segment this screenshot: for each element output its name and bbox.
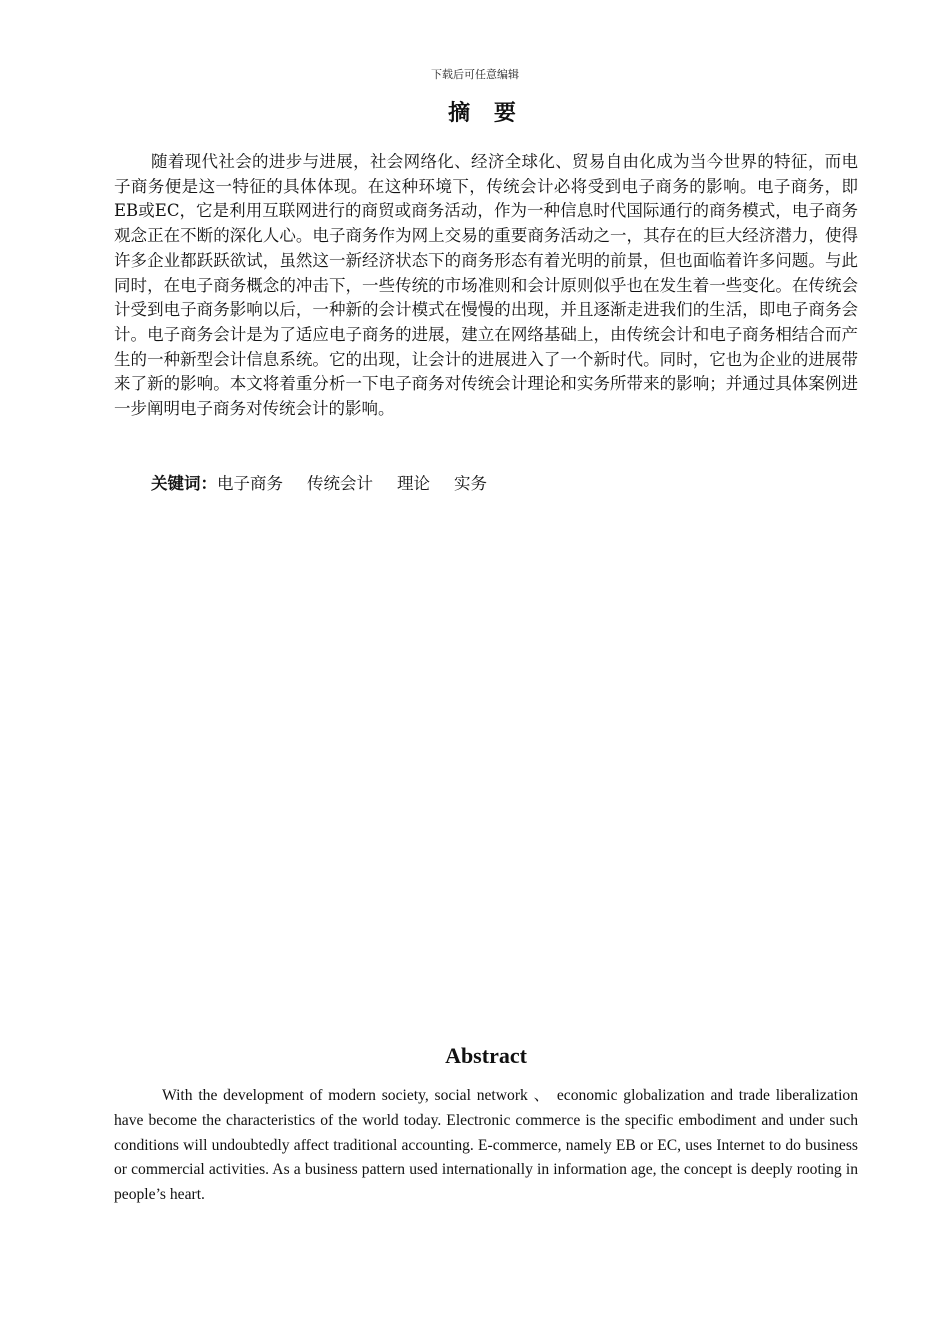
- keyword-item: 传统会计: [307, 474, 373, 493]
- keyword-item: 电子商务: [217, 474, 283, 493]
- keywords-label: 关键词：: [151, 474, 217, 493]
- english-abstract-body: With the development of modern society, social network 、 economic globalization and trade liberalization have become the characteristics of the world today. Electronic commerce is the specific embodiment and under such conditions will undoubtedly affect traditional accounting. E-commerce, namely EB or EC, uses Internet to do business or commercial activities. As a business pattern used internationally in information age, the concept is deeply rooting in people’s heart.: [114, 1087, 858, 1204]
- header-note: 下载后可任意编辑: [431, 68, 519, 81]
- chinese-keywords: [151, 472, 511, 497]
- chinese-abstract-body: 随着现代社会的进步与进展，社会网络化、经济全球化、贸易自由化成为当今世界的特征，而电子商务便是这一特征的具体体现。在这种环境下，传统会计必将受到电子商务的影响。电子商务，即EB或EC，它是利用互联网进行的商贸或商务活动，作为一种信息时代国际通行的商务模式，电子商务观念正在不断的深化人心。电子商务作为网上交易的重要商务活动之一，其存在的巨大经济潜力，使得许多企业都跃跃欲试，虽然这一新经济状态下的商务形态有着光明的前景，但也面临着许多问题。与此同时，在电子商务概念的冲击下，一些传统的市场准则和会计原则似乎也在发生着一些变化。在传统会计受到电子商务影响以后，一种新的会计模式在慢慢的出现，并且逐渐走进我们的生活，即电子商务会计。电子商务会计是为了适应电子商务的进展，建立在网络基础上，由传统会计和电子商务相结合而产生的一种新型会计信息系统。它的出现，让会计的进展进入了一个新时代。同时，它也为企业的进展带来了新的影响。本文将着重分析一下电子商务对传统会计理论和实务所带来的影响；并通过具体案例进一步阐明电子商务对传统会计的影响。: [114, 152, 858, 419]
- english-abstract-title: Abstract: [445, 1043, 527, 1068]
- keyword-item: 理论: [397, 474, 430, 493]
- chinese-abstract-title: 摘 要: [448, 101, 524, 126]
- keyword-item: 实务: [454, 474, 487, 493]
